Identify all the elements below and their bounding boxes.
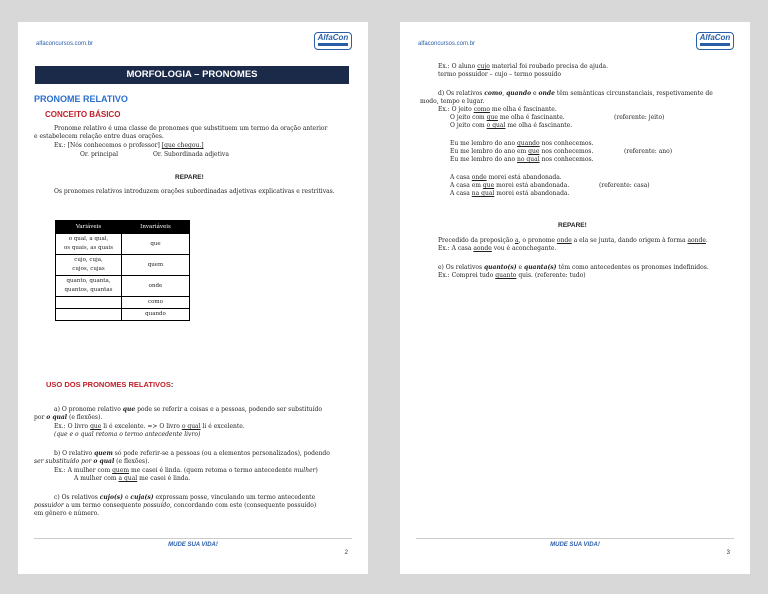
repare-text: Os pronomes relativos introduzem orações subordinadas adjetivas explicativas e restritivas. [54,188,335,195]
section-title: PRONOME RELATIVO [34,94,128,104]
site-url[interactable]: alfaconcursos.com.br [418,41,476,47]
alfacon-logo [314,32,352,50]
rule-d: modo, tempo e lugar. [420,98,485,105]
example-line: Ex.: [Nós conhecemos o professor] [que chegou.] [54,142,204,149]
rule-c: possuidor a um termo consequente possuído, concordando com este (consequente possuído) [34,502,317,509]
rule-b: ser substituído por o qual (e flexões). [34,458,150,465]
page-number: 2 [344,550,348,556]
logo-text: AlfaCon [317,33,349,42]
table-header-variaveis: Variáveis [56,221,122,234]
table-cell: quanto, quanta, quantos, quantas [56,276,122,297]
logo-bar [700,43,730,46]
table-cell: cujo, cuja, cujos, cujas [56,255,122,276]
site-url[interactable]: alfaconcursos.com.br [36,41,94,47]
footer-slogan: MUDE SUA VIDA! [550,542,600,548]
table-cell: o qual, a qual, os quais, as quais [56,234,122,255]
table-row [56,309,190,321]
intro-line: e estabelecem relação entre duas orações. [34,133,164,140]
table-header-invariaveis: Invariáveis [122,221,190,234]
alfacon-logo [696,32,734,50]
example-line: termo possuidor – cujo – termo possuído [438,71,561,78]
example-d: A casa na qual morei está abandonada. [450,190,570,197]
example-a: Ex.: O livro que li é excelente. => O livro o qual li é excelente. [54,423,245,430]
table-cell: que [122,234,190,255]
table-cell [56,297,122,309]
referent-label: (referente: jeito) [614,114,665,121]
rule-a: a) O pronome relativo que pode se referir a coisas e a pessoas, podendo ser substituído [54,406,323,413]
table-cell: quando [122,309,190,321]
table-cell [56,309,122,321]
rule-d: d) Os relativos como, quando e onde têm semânticas circunstanciais, respetivamente de [438,90,713,97]
rule-b: b) O relativo quem só pode referir-se a pessoas (ou a elementos personalizados), podendo [54,450,330,457]
repare-heading: REPARE! [558,222,587,229]
rule-e: e) Os relativos quanto(s) e quanta(s) têm como antecedentes os pronomes indefinidos. [438,264,709,271]
table-row [56,255,190,276]
rule-a: por o qual (e flexões). [34,414,103,421]
referent-label: (referente: ano) [624,148,673,155]
intro-line: Pronome relativo é uma classe de pronomes que substituem um termo da oração anterior [54,125,328,132]
rule-c: c) Os relativos cujo(s) e cuja(s) expressam posse, vinculando um termo antecedente [54,494,316,501]
table-cell: quem [122,255,190,276]
usage-title: USO DOS PRONOMES RELATIVOS: [46,380,174,389]
repare-heading: REPARE! [175,174,204,181]
chapter-banner: MORFOLOGIA – PRONOMES [35,66,349,84]
example-e: Ex.: Comprei tudo quanto quis. (referente: tudo) [438,272,586,279]
example-d: O jeito com que me olha é fascinante. [450,114,565,121]
note-a: (que e o qual retoma o termo antecedente livro) [54,431,201,438]
relative-pronoun-table [55,220,190,321]
example-line: Ex.: O aluno cujo material foi roubado precisa de ajuda. [438,63,609,70]
clause-label-subordinada: Or. Subordinada adjetiva [153,151,229,158]
example-d: Eu me lembro do ano no qual nos conhecemos. [450,156,594,163]
page-number: 3 [726,550,730,556]
rule-c: em gênero e número. [34,510,100,517]
example-d: Eu me lembro do ano quando nos conhecemos. [450,140,594,147]
referent-label: (referente: casa) [599,182,650,189]
logo-bar [318,43,348,46]
footer-divider [416,538,734,539]
table-row [56,234,190,255]
page-left [18,22,368,574]
example-b: A mulher com a qual me casei é linda. [74,475,191,482]
repare-text: Precedido da preposição a, o pronome onde a ela se junta, dando origem à forma aonde. [438,237,708,244]
clause-label-principal: Or. principal [80,151,119,158]
logo-text: AlfaCon [699,33,731,42]
example-d: Eu me lembro do ano em que nos conhecemos. [450,148,594,155]
example-b: Ex.: A mulher com quem me casei é linda. (quem retoma o termo antecedente mulher) [54,467,318,474]
example-d: O jeito com o qual me olha é fascinante. [450,122,573,129]
page-right [400,22,750,574]
footer-slogan: MUDE SUA VIDA! [168,542,218,548]
example-d: A casa onde morei está abandonada. [450,174,562,181]
table-cell: onde [122,276,190,297]
table-row [56,276,190,297]
repare-example: Ex.: A casa aonde vou é aconchegante. [438,245,557,252]
footer-divider [34,538,352,539]
table-row [56,297,190,309]
example-d: A casa em que morei está abandonada. [450,182,570,189]
table-cell: como [122,297,190,309]
example-d: Ex.: O jeito como me olha é fascinante. [438,106,557,113]
subsection-title: CONCEITO BÁSICO [45,110,121,119]
